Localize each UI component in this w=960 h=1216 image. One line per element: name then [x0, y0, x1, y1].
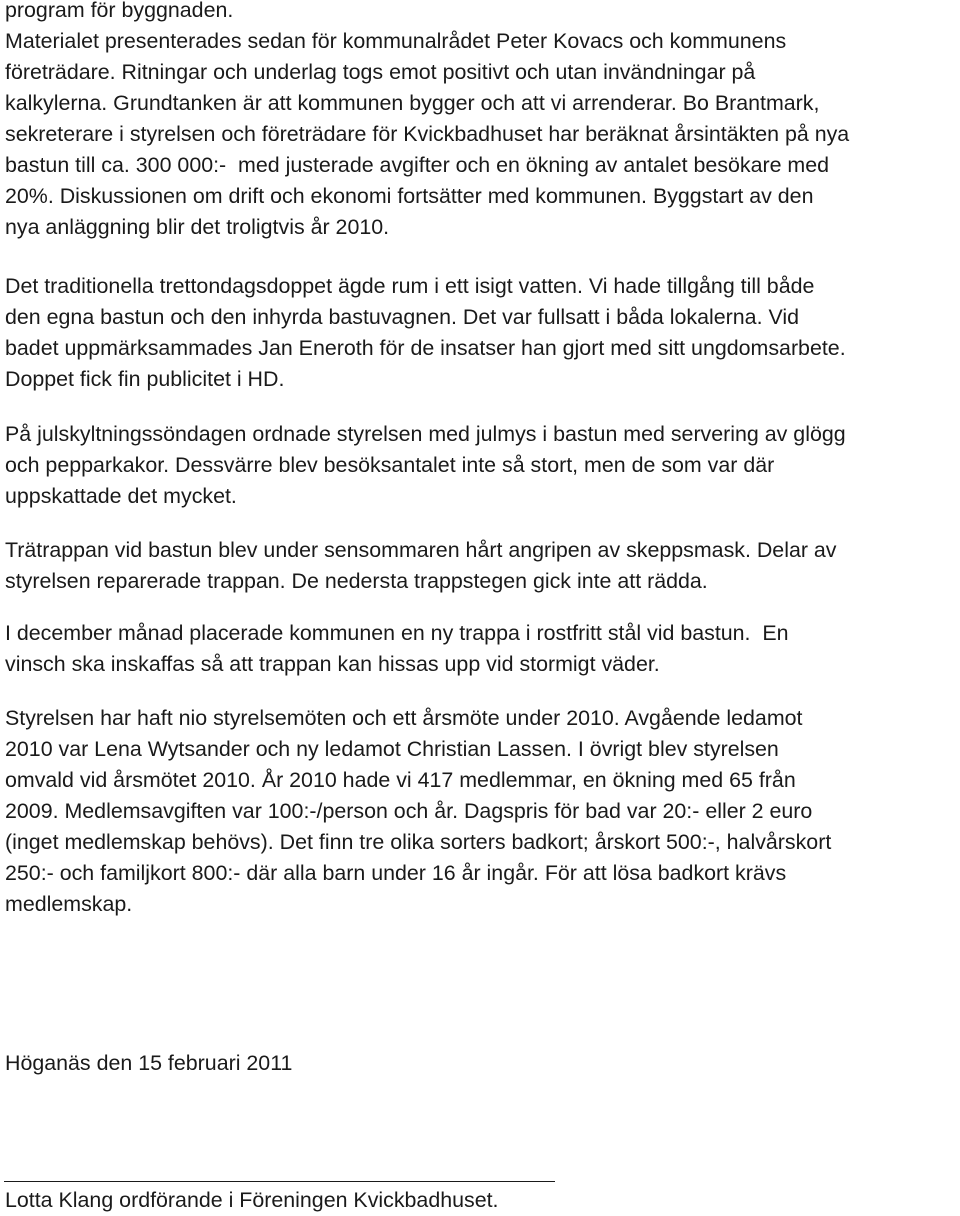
paragraph-line: nya anläggning blir det troligtvis år 2010. [5, 215, 390, 239]
paragraph-6 [5, 703, 831, 920]
paragraph-line: uppskattade det mycket. [5, 484, 237, 508]
paragraph-line: vinsch ska inskaffas så att trappan kan hissas upp vid stormigt väder. [5, 652, 660, 676]
paragraph-line: 250:- och familjkort 800:- där alla barn under 16 år ingår. För att lösa badkort krävs [5, 861, 787, 885]
paragraph-line: 2010 var Lena Wytsander och ny ledamot Christian Lassen. I övrigt blev styrelsen [5, 737, 779, 761]
paragraph-line: Det traditionella trettondagsdoppet ägde rum i ett isigt vatten. Vi hade tillgång till både [5, 274, 815, 298]
paragraph-5 [5, 618, 789, 680]
paragraph-line: bastun till ca. 300 000:- med justerade avgifter och en ökning av antalet besökare med [5, 153, 830, 177]
paragraph-line: (inget medlemskap behövs). Det finn tre olika sorters badkort; årskort 500:-, halvårskort [5, 830, 832, 854]
paragraph-line: kalkylerna. Grundtanken är att kommunen bygger och att vi arrenderar. Bo Brantmark, [5, 91, 820, 115]
paragraph-line: den egna bastun och den inhyrda bastuvagnen. Det var fullsatt i båda lokalerna. Vid [5, 305, 799, 329]
paragraph-line: Doppet fick fin publicitet i HD. [5, 367, 285, 391]
paragraph-line: sekreterare i styrelsen och företrädare för Kvickbadhuset har beräknat årsintäkten på nya [5, 122, 850, 146]
signature: Lotta Klang ordförande i Föreningen Kvickbadhuset. [5, 1188, 499, 1212]
signature-line [4, 1181, 555, 1182]
paragraph-2 [5, 271, 846, 395]
paragraph-line: badet uppmärksammades Jan Eneroth för de insatser han gjort med sitt ungdomsarbete. [5, 336, 846, 360]
paragraph-line: 2009. Medlemsavgiften var 100:-/person och år. Dagspris för bad var 20:- eller 2 euro [5, 799, 813, 823]
paragraph-4 [5, 535, 837, 597]
paragraph-line: I december månad placerade kommunen en ny trappa i rostfritt stål vid bastun. En [5, 621, 789, 645]
paragraph-line: Materialet presenterades sedan för kommunalrådet Peter Kovacs och kommunens [5, 29, 787, 53]
paragraph-line: 20%. Diskussionen om drift och ekonomi fortsätter med kommunen. Byggstart av den [5, 184, 814, 208]
paragraph-line: program för byggnaden. [5, 0, 234, 22]
paragraph-line: Styrelsen har haft nio styrelsemöten och ett årsmöte under 2010. Avgående ledamot [5, 706, 803, 730]
closing-date: Höganäs den 15 februari 2011 [5, 1051, 293, 1075]
paragraph-line: omvald vid årsmötet 2010. År 2010 hade vi 417 medlemmar, en ökning med 65 från [5, 768, 796, 792]
paragraph-line: företrädare. Ritningar och underlag togs emot positivt och utan invändningar på [5, 60, 756, 84]
paragraph-line: och pepparkakor. Dessvärre blev besöksantalet inte så stort, men de som var där [5, 453, 775, 477]
paragraph-1 [5, 0, 849, 243]
paragraph-line: På julskyltningssöndagen ordnade styrelsen med julmys i bastun med servering av glögg [5, 422, 846, 446]
paragraph-line: medlemskap. [5, 892, 133, 916]
paragraph-line: styrelsen reparerade trappan. De nedersta trappstegen gick inte att rädda. [5, 569, 708, 593]
paragraph-3 [5, 419, 846, 512]
paragraph-line: Trätrappan vid bastun blev under sensommaren hårt angripen av skeppsmask. Delar av [5, 538, 837, 562]
